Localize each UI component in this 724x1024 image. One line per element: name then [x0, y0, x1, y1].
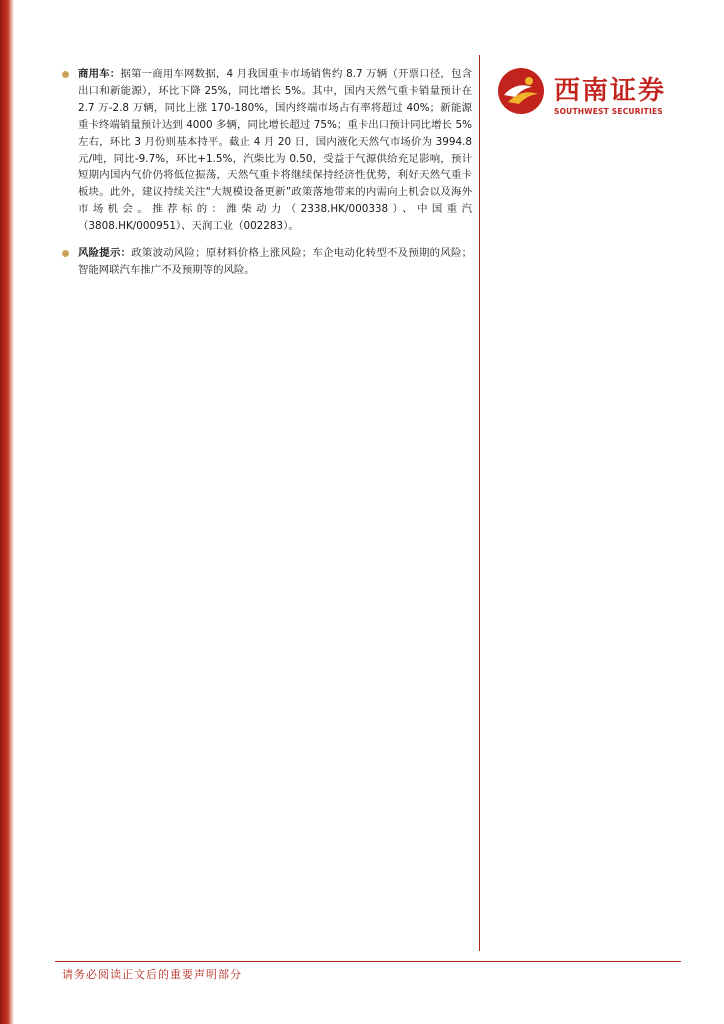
bullet-dot-icon: [62, 71, 69, 78]
footer-disclaimer: 请务必阅读正文后的重要声明部分: [62, 968, 242, 981]
bullet-dot-icon: [62, 250, 69, 257]
bullet-commercial-vehicles: [60, 66, 472, 235]
bullet-risk-warning: [60, 245, 472, 279]
bullet-body: 据第一商用车网数据，4 月我国重卡市场销售约 8.7 万辆（开票口径，包含出口和新能源），环比下降 25%，同比增长 5%。其中，国内天然气重卡销量预计在 2.7 万-2.8 万辆，同比上涨 170-180%，国内终端市场占有率将超过 40%；新能源重卡终端销量预计达到 4000 多辆，同比增长超过 75%；重卡出口预计同比增长 5%左右，环比 3 月份则基本持平。截止 4 月 20 日，国内液化天然气市场价为 3994.8 元/吨，同比-9.7%，环比+1.5%，汽柴比为 0.50，受益于气源供给充足影响，预计短期内国内气价仍将低位振荡，天然气重卡将继续保持经济性优势，利好天然气重卡板块。此外，建议持续关注“大规模设备更新”政策落地带来的内需向上机会以及海外市场机会。推荐标的：潍柴动力（2338.HK/000338）、中国重汽（3808.HK/000951）、天润工业（002283）。: [78, 68, 473, 233]
southwest-securities-logo-icon: [496, 66, 546, 116]
bullet-title: 商用车：: [78, 68, 121, 80]
brand-name-en: SOUTHWEST SECURITIES: [554, 107, 663, 116]
footer-divider: [55, 961, 681, 962]
bullet-paragraph: [78, 245, 472, 279]
left-edge-bar: [0, 0, 14, 1024]
bullet-paragraph: [78, 66, 472, 235]
bullet-title: 风险提示：: [78, 247, 132, 260]
bullet-body: 政策波动风险；原材料价格上涨风险；车企电动化转型不及预期的风险；智能网联汽车推广不及预期等的风险。: [78, 247, 472, 276]
brand-logo: [496, 66, 678, 118]
report-body: [60, 66, 472, 289]
column-divider: [479, 55, 480, 951]
brand-name-cn: 西南证券: [554, 76, 667, 106]
